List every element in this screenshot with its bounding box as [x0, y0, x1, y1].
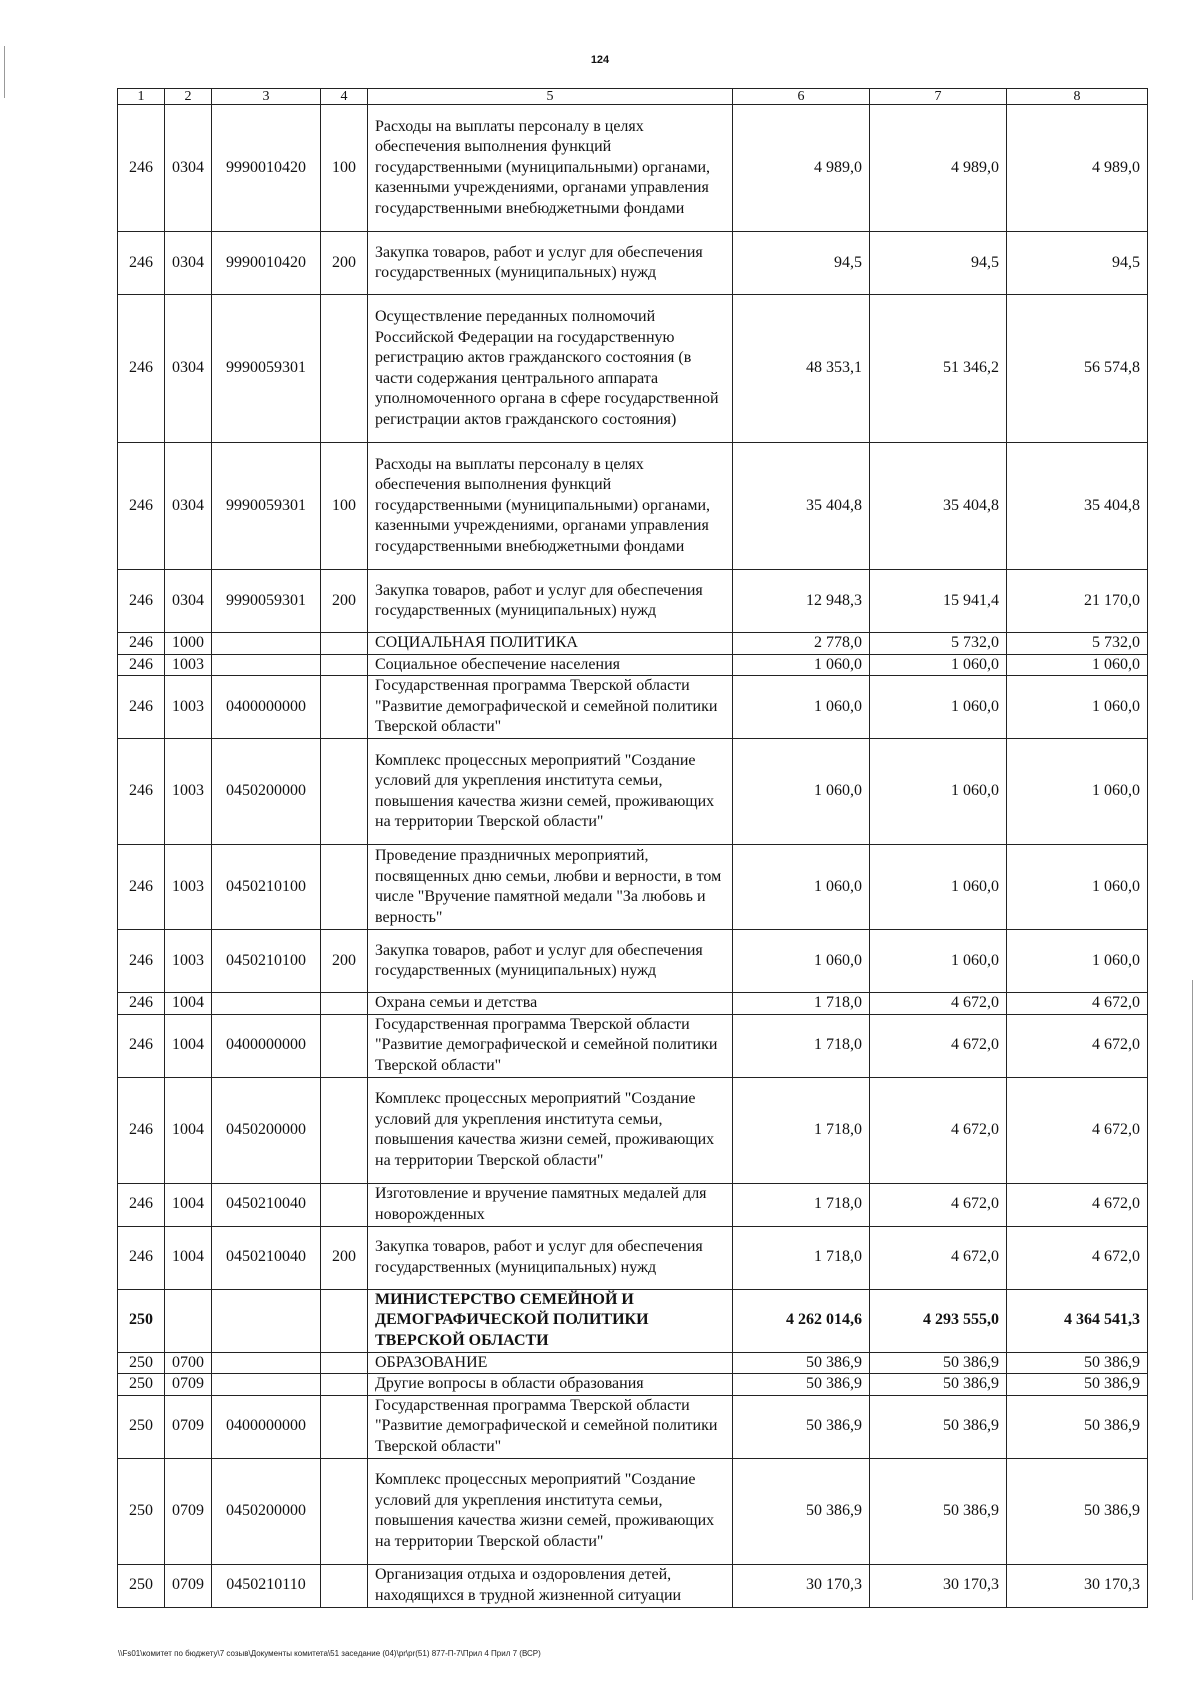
cell-amount-year-2: 51 346,2	[870, 295, 1007, 443]
cell-amount-year-1: 1 060,0	[733, 930, 870, 993]
cell-admin-code: 246	[118, 1226, 165, 1289]
cell-amount-year-1: 94,5	[733, 232, 870, 295]
cell-admin-code: 250	[118, 1352, 165, 1374]
cell-amount-year-3: 56 574,8	[1007, 295, 1148, 443]
cell-target-article: 9990059301	[212, 443, 321, 570]
table-row	[118, 1352, 1148, 1374]
cell-amount-year-2: 1 060,0	[870, 654, 1007, 676]
cell-section-code: 0709	[165, 1564, 212, 1607]
cell-expense-type: 200	[321, 570, 368, 633]
cell-amount-year-2: 4 672,0	[870, 1226, 1007, 1289]
cell-amount-year-3: 50 386,9	[1007, 1374, 1148, 1396]
cell-target-article	[212, 1374, 321, 1396]
header-col-6: 6	[733, 89, 870, 105]
table-row	[118, 993, 1148, 1015]
page-number: 124	[590, 54, 610, 66]
cell-description: Другие вопросы в области образования	[368, 1374, 733, 1396]
cell-amount-year-1: 1 060,0	[733, 739, 870, 845]
cell-admin-code: 250	[118, 1374, 165, 1396]
cell-target-article: 0450210100	[212, 930, 321, 993]
cell-section-code: 0304	[165, 295, 212, 443]
cell-amount-year-1: 50 386,9	[733, 1395, 870, 1458]
table-row	[118, 1014, 1148, 1077]
cell-expense-type	[321, 654, 368, 676]
cell-section-code: 0304	[165, 570, 212, 633]
cell-amount-year-2: 5 732,0	[870, 633, 1007, 655]
cell-expense-type	[321, 1564, 368, 1607]
cell-description: Закупка товаров, работ и услуг для обеспечения государственных (муниципальных) нужд	[368, 930, 733, 993]
cell-admin-code: 246	[118, 654, 165, 676]
cell-expense-type	[321, 633, 368, 655]
cell-section-code: 1000	[165, 633, 212, 655]
table-row	[118, 930, 1148, 993]
cell-expense-type	[321, 295, 368, 443]
cell-expense-type: 200	[321, 232, 368, 295]
cell-amount-year-2: 1 060,0	[870, 739, 1007, 845]
table-body	[118, 105, 1148, 1608]
table-row	[118, 739, 1148, 845]
table-row	[118, 1458, 1148, 1564]
cell-amount-year-2: 50 386,9	[870, 1352, 1007, 1374]
footer-file-path: \\Fs01\комитет по бюджету\7 созыв\Документы комитета\51 заседание (04)\pr\pr(51) 877-П-7\Прил 4 Прил 7 (ВСР)	[118, 1649, 541, 1658]
cell-target-article: 0450200000	[212, 739, 321, 845]
cell-section-code: 1003	[165, 654, 212, 676]
cell-section-code: 1003	[165, 676, 212, 739]
cell-description: Государственная программа Тверской области "Развитие демографической и семейной политики Тверской области"	[368, 676, 733, 739]
cell-amount-year-3: 4 672,0	[1007, 993, 1148, 1015]
cell-amount-year-2: 35 404,8	[870, 443, 1007, 570]
table-row	[118, 654, 1148, 676]
cell-admin-code: 246	[118, 993, 165, 1015]
cell-amount-year-1: 4 262 014,6	[733, 1289, 870, 1352]
cell-expense-type	[321, 1352, 368, 1374]
cell-amount-year-2: 4 293 555,0	[870, 1289, 1007, 1352]
cell-description: Комплекс процессных мероприятий "Создание условий для укрепления института семьи, повышения качества жизни семей, проживающих на территории Тверской области"	[368, 1458, 733, 1564]
cell-amount-year-3: 35 404,8	[1007, 443, 1148, 570]
cell-amount-year-2: 4 672,0	[870, 1014, 1007, 1077]
cell-amount-year-2: 4 672,0	[870, 1183, 1007, 1226]
cell-amount-year-1: 30 170,3	[733, 1564, 870, 1607]
cell-admin-code: 246	[118, 1183, 165, 1226]
cell-amount-year-2: 50 386,9	[870, 1395, 1007, 1458]
cell-target-article: 9990010420	[212, 232, 321, 295]
cell-section-code: 0709	[165, 1458, 212, 1564]
cell-description: Изготовление и вручение памятных медалей для новорожденных	[368, 1183, 733, 1226]
table-row	[118, 1077, 1148, 1183]
cell-amount-year-2: 4 989,0	[870, 105, 1007, 232]
scan-margin-line	[4, 46, 5, 98]
cell-admin-code: 246	[118, 1077, 165, 1183]
cell-description: Проведение праздничных мероприятий, посвященных дню семьи, любви и верности, в том числе "Вручение памятной медали "За любовь и верность"	[368, 845, 733, 930]
cell-amount-year-2: 1 060,0	[870, 676, 1007, 739]
cell-expense-type: 100	[321, 443, 368, 570]
cell-amount-year-3: 50 386,9	[1007, 1395, 1148, 1458]
cell-section-code: 0304	[165, 105, 212, 232]
header-col-3: 3	[212, 89, 321, 105]
cell-admin-code: 246	[118, 105, 165, 232]
header-col-7: 7	[870, 89, 1007, 105]
cell-admin-code: 250	[118, 1395, 165, 1458]
cell-amount-year-1: 1 718,0	[733, 1014, 870, 1077]
table-row	[118, 1374, 1148, 1396]
table-row	[118, 1395, 1148, 1458]
cell-expense-type	[321, 993, 368, 1015]
table-row	[118, 1564, 1148, 1607]
cell-amount-year-3: 30 170,3	[1007, 1564, 1148, 1607]
cell-amount-year-1: 1 718,0	[733, 1183, 870, 1226]
cell-expense-type: 100	[321, 105, 368, 232]
cell-expense-type	[321, 1289, 368, 1352]
cell-description: Организация отдыха и оздоровления детей, находящихся в трудной жизненной ситуации	[368, 1564, 733, 1607]
cell-amount-year-2: 15 941,4	[870, 570, 1007, 633]
cell-amount-year-1: 50 386,9	[733, 1374, 870, 1396]
cell-section-code: 1004	[165, 1014, 212, 1077]
cell-amount-year-3: 1 060,0	[1007, 845, 1148, 930]
budget-table	[117, 88, 1148, 1608]
table-row	[118, 443, 1148, 570]
table-row	[118, 1226, 1148, 1289]
cell-admin-code: 250	[118, 1289, 165, 1352]
cell-expense-type	[321, 1183, 368, 1226]
cell-description: Государственная программа Тверской области "Развитие демографической и семейной политики Тверской области"	[368, 1395, 733, 1458]
cell-admin-code: 250	[118, 1564, 165, 1607]
cell-section-code: 1004	[165, 993, 212, 1015]
cell-target-article: 0450200000	[212, 1458, 321, 1564]
cell-amount-year-3: 5 732,0	[1007, 633, 1148, 655]
cell-amount-year-1: 35 404,8	[733, 443, 870, 570]
cell-admin-code: 246	[118, 570, 165, 633]
cell-section-code: 0709	[165, 1374, 212, 1396]
cell-amount-year-3: 4 672,0	[1007, 1014, 1148, 1077]
cell-amount-year-1: 12 948,3	[733, 570, 870, 633]
cell-section-code: 1003	[165, 845, 212, 930]
cell-expense-type	[321, 1014, 368, 1077]
cell-admin-code: 250	[118, 1458, 165, 1564]
cell-amount-year-3: 1 060,0	[1007, 930, 1148, 993]
cell-section-code: 1003	[165, 739, 212, 845]
cell-target-article	[212, 993, 321, 1015]
table-row	[118, 295, 1148, 443]
cell-admin-code: 246	[118, 739, 165, 845]
cell-amount-year-2: 1 060,0	[870, 930, 1007, 993]
cell-section-code	[165, 1289, 212, 1352]
cell-amount-year-3: 4 364 541,3	[1007, 1289, 1148, 1352]
cell-expense-type: 200	[321, 930, 368, 993]
cell-amount-year-2: 4 672,0	[870, 993, 1007, 1015]
cell-amount-year-3: 4 672,0	[1007, 1077, 1148, 1183]
cell-target-article	[212, 1352, 321, 1374]
cell-expense-type: 200	[321, 1226, 368, 1289]
cell-section-code: 0304	[165, 232, 212, 295]
cell-amount-year-2: 94,5	[870, 232, 1007, 295]
cell-target-article	[212, 654, 321, 676]
table-row	[118, 570, 1148, 633]
cell-amount-year-2: 50 386,9	[870, 1458, 1007, 1564]
cell-amount-year-1: 1 060,0	[733, 654, 870, 676]
cell-section-code: 0709	[165, 1395, 212, 1458]
cell-admin-code: 246	[118, 443, 165, 570]
cell-amount-year-2: 30 170,3	[870, 1564, 1007, 1607]
header-col-2: 2	[165, 89, 212, 105]
table-row	[118, 845, 1148, 930]
cell-section-code: 1004	[165, 1183, 212, 1226]
cell-amount-year-1: 48 353,1	[733, 295, 870, 443]
cell-description: Комплекс процессных мероприятий "Создание условий для укрепления института семьи, повышения качества жизни семей, проживающих на территории Тверской области"	[368, 739, 733, 845]
cell-admin-code: 246	[118, 295, 165, 443]
cell-amount-year-3: 1 060,0	[1007, 676, 1148, 739]
cell-amount-year-3: 50 386,9	[1007, 1458, 1148, 1564]
cell-target-article	[212, 633, 321, 655]
cell-description: МИНИСТЕРСТВО СЕМЕЙНОЙ И ДЕМОГРАФИЧЕСКОЙ ПОЛИТИКИ ТВЕРСКОЙ ОБЛАСТИ	[368, 1289, 733, 1352]
cell-amount-year-3: 1 060,0	[1007, 739, 1148, 845]
cell-amount-year-2: 50 386,9	[870, 1374, 1007, 1396]
cell-amount-year-1: 1 060,0	[733, 676, 870, 739]
cell-description: ОБРАЗОВАНИЕ	[368, 1352, 733, 1374]
table-row	[118, 1183, 1148, 1226]
header-col-5: 5	[368, 89, 733, 105]
table-row	[118, 105, 1148, 232]
cell-target-article: 0450210100	[212, 845, 321, 930]
table-row	[118, 1289, 1148, 1352]
cell-amount-year-3: 50 386,9	[1007, 1352, 1148, 1374]
cell-expense-type	[321, 1374, 368, 1396]
cell-amount-year-3: 94,5	[1007, 232, 1148, 295]
cell-expense-type	[321, 1395, 368, 1458]
table-row	[118, 232, 1148, 295]
header-col-1: 1	[118, 89, 165, 105]
header-col-8: 8	[1007, 89, 1148, 105]
cell-target-article: 0400000000	[212, 1395, 321, 1458]
cell-amount-year-3: 21 170,0	[1007, 570, 1148, 633]
cell-amount-year-3: 4 672,0	[1007, 1226, 1148, 1289]
cell-expense-type	[321, 739, 368, 845]
cell-amount-year-3: 1 060,0	[1007, 654, 1148, 676]
cell-expense-type	[321, 676, 368, 739]
cell-amount-year-1: 2 778,0	[733, 633, 870, 655]
cell-target-article: 9990059301	[212, 570, 321, 633]
cell-expense-type	[321, 845, 368, 930]
cell-target-article: 9990059301	[212, 295, 321, 443]
cell-description: Комплекс процессных мероприятий "Создание условий для укрепления института семьи, повышения качества жизни семей, проживающих на территории Тверской области"	[368, 1077, 733, 1183]
cell-amount-year-1: 1 718,0	[733, 1226, 870, 1289]
cell-amount-year-1: 4 989,0	[733, 105, 870, 232]
cell-section-code: 0304	[165, 443, 212, 570]
cell-description: Охрана семьи и детства	[368, 993, 733, 1015]
cell-amount-year-1: 1 060,0	[733, 845, 870, 930]
cell-amount-year-3: 4 989,0	[1007, 105, 1148, 232]
scan-margin-line	[1192, 980, 1193, 1600]
cell-target-article: 9990010420	[212, 105, 321, 232]
cell-description: Закупка товаров, работ и услуг для обеспечения государственных (муниципальных) нужд	[368, 1226, 733, 1289]
cell-section-code: 1004	[165, 1226, 212, 1289]
cell-target-article	[212, 1289, 321, 1352]
cell-description: Закупка товаров, работ и услуг для обеспечения государственных (муниципальных) нужд	[368, 570, 733, 633]
cell-admin-code: 246	[118, 930, 165, 993]
cell-amount-year-1: 50 386,9	[733, 1352, 870, 1374]
cell-section-code: 1004	[165, 1077, 212, 1183]
cell-description: Государственная программа Тверской области "Развитие демографической и семейной политики Тверской области"	[368, 1014, 733, 1077]
cell-description: Расходы на выплаты персоналу в целях обеспечения выполнения функций государственными (муниципальными) органами, казенными учреждениями, органами управления государственными внебюджетными фондами	[368, 443, 733, 570]
cell-target-article: 0400000000	[212, 676, 321, 739]
cell-target-article: 0450210040	[212, 1183, 321, 1226]
cell-amount-year-1: 50 386,9	[733, 1458, 870, 1564]
cell-target-article: 0450210110	[212, 1564, 321, 1607]
cell-description: Расходы на выплаты персоналу в целях обеспечения выполнения функций государственными (муниципальными) органами, казенными учреждениями, органами управления государственными внебюджетными фондами	[368, 105, 733, 232]
cell-expense-type	[321, 1458, 368, 1564]
cell-section-code: 0700	[165, 1352, 212, 1374]
cell-admin-code: 246	[118, 1014, 165, 1077]
cell-description: Социальное обеспечение населения	[368, 654, 733, 676]
cell-amount-year-1: 1 718,0	[733, 993, 870, 1015]
cell-amount-year-2: 4 672,0	[870, 1077, 1007, 1183]
cell-expense-type	[321, 1077, 368, 1183]
header-row	[118, 89, 1148, 105]
cell-description: Осуществление переданных полномочий Российской Федерации на государственную регистрацию актов гражданского состояния (в части содержания центрального аппарата уполномоченного органа в сфере государственной регистрации актов гражданского состояния)	[368, 295, 733, 443]
cell-description: Закупка товаров, работ и услуг для обеспечения государственных (муниципальных) нужд	[368, 232, 733, 295]
header-col-4: 4	[321, 89, 368, 105]
cell-target-article: 0450210040	[212, 1226, 321, 1289]
cell-target-article: 0400000000	[212, 1014, 321, 1077]
cell-section-code: 1003	[165, 930, 212, 993]
cell-target-article: 0450200000	[212, 1077, 321, 1183]
cell-admin-code: 246	[118, 633, 165, 655]
cell-amount-year-2: 1 060,0	[870, 845, 1007, 930]
cell-amount-year-3: 4 672,0	[1007, 1183, 1148, 1226]
cell-admin-code: 246	[118, 232, 165, 295]
table-row	[118, 633, 1148, 655]
cell-admin-code: 246	[118, 676, 165, 739]
cell-amount-year-1: 1 718,0	[733, 1077, 870, 1183]
cell-description: СОЦИАЛЬНАЯ ПОЛИТИКА	[368, 633, 733, 655]
table-row	[118, 676, 1148, 739]
cell-admin-code: 246	[118, 845, 165, 930]
